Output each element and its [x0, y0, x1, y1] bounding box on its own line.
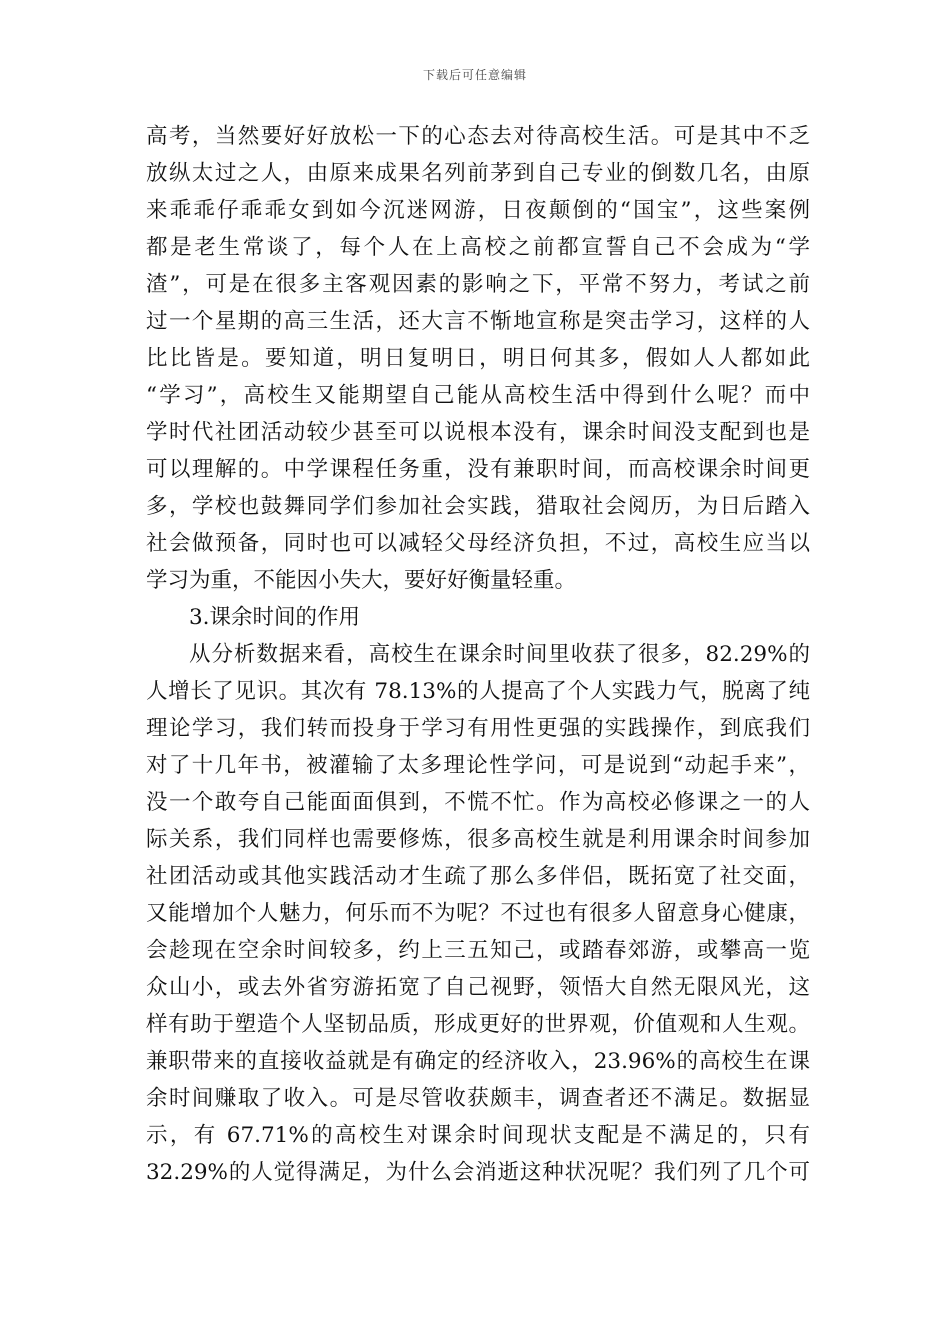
text-line: 从分析数据来看，高校生在课余时间里收获了很多，82.29%的	[189, 642, 810, 667]
text-line: 理论学习，我们转而投身于学习有用性更强的实践操作，到底我们	[146, 716, 810, 741]
text-line: 社团活动或其他实践活动才生疏了那么多伴侣，既拓宽了社交面，	[146, 864, 810, 889]
text-line: 又能增加个人魅力，何乐而不为呢？不过也有很多人留意身心健康，	[146, 901, 810, 926]
text-line: 示，有 67.71%的高校生对课余时间现状支配是不满足的，只有	[146, 1123, 810, 1148]
text-line: 放纵太过之人，由原来成果名列前茅到自己专业的倒数几名，由原	[146, 161, 810, 186]
text-line: 过一个星期的高三生活，还大言不惭地宣称是突击学习，这样的人	[146, 309, 810, 334]
text-line: 多，学校也鼓舞同学们参加社会实践，猎取社会阅历，为日后踏入	[146, 494, 810, 519]
text-line: “学习”，高校生又能期望自己能从高校生活中得到什么呢？而中	[146, 383, 810, 408]
text-line: 众山小，或去外省穷游拓宽了自己视野，领悟大自然无限风光，这	[146, 975, 810, 1000]
section-heading: 3.课余时间的作用	[189, 605, 361, 630]
text-line: 都是老生常谈了，每个人在上高校之前都宣誓自己不会成为“学	[146, 235, 810, 260]
text-line: 人增长了见识。其次有 78.13%的人提高了个人实践力气，脱离了纯	[146, 679, 810, 704]
document-body	[146, 118, 810, 1191]
text-line: 社会做预备，同时也可以减轻父母经济负担，不过，高校生应当以	[146, 531, 810, 556]
text-line: 学习为重，不能因小失大，要好好衡量轻重。	[146, 568, 577, 593]
text-line: 会趁现在空余时间较多，约上三五知己，或踏春郊游，或攀高一览	[146, 938, 810, 963]
text-line: 样有助于塑造个人坚韧品质，形成更好的世界观，价值观和人生观。	[146, 1012, 810, 1037]
text-line: 32.29%的人觉得满足，为什么会消逝这种状况呢？我们列了几个可	[146, 1160, 810, 1185]
text-line: 际关系，我们同样也需要修炼，很多高校生就是利用课余时间参加	[146, 827, 810, 852]
text-line: 来乖乖仔乖乖女到如今沉迷网游，日夜颠倒的“国宝”，这些案例	[146, 198, 810, 223]
text-line: 比比皆是。要知道，明日复明日，明日何其多，假如人人都如此	[146, 346, 810, 371]
text-line: 可以理解的。中学课程任务重，没有兼职时间，而高校课余时间更	[146, 457, 810, 482]
text-line: 渣”，可是在很多主客观因素的影响之下，平常不努力，考试之前	[146, 272, 810, 297]
text-line: 对了十几年书，被灌输了太多理论性学问，可是说到“动起手来”，	[146, 753, 810, 778]
text-line: 学时代社团活动较少甚至可以说根本没有，课余时间没支配到也是	[146, 420, 810, 445]
text-line: 没一个敢夸自己能面面俱到，不慌不忙。作为高校必修课之一的人	[146, 790, 810, 815]
text-line: 兼职带来的直接收益就是有确定的经济收入，23.96%的高校生在课	[146, 1049, 810, 1074]
text-line: 高考，当然要好好放松一下的心态去对待高校生活。可是其中不乏	[146, 124, 810, 149]
page-header-note: 下载后可任意编辑	[422, 68, 527, 82]
text-line: 余时间赚取了收入。可是尽管收获颇丰，调查者还不满足。数据显	[146, 1086, 810, 1111]
